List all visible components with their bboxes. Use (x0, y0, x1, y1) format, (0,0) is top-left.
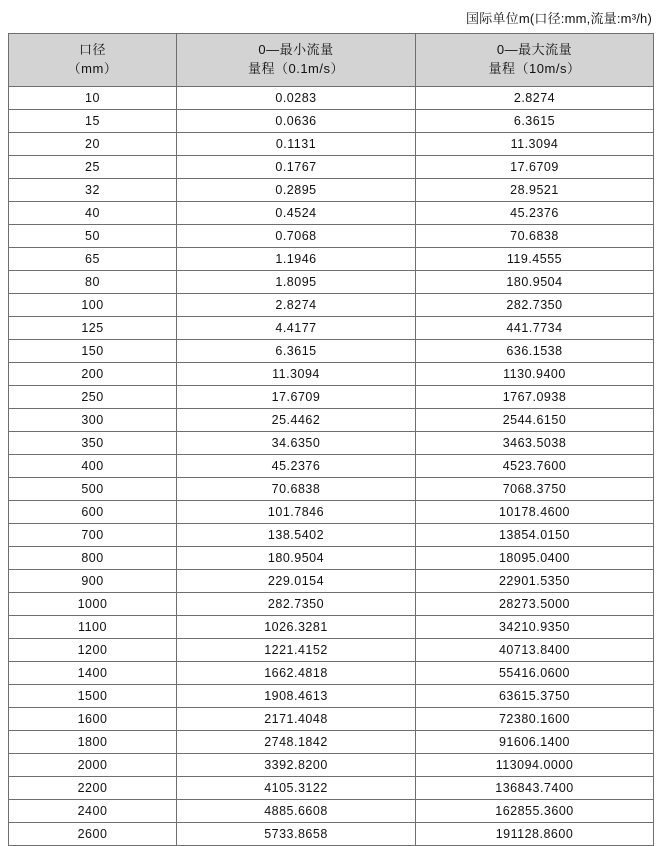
table-row (9, 822, 654, 845)
cell-diameter: 1000 (9, 592, 177, 615)
cell-diameter: 700 (9, 523, 177, 546)
cell-min-flow: 138.5402 (177, 523, 416, 546)
cell-diameter: 600 (9, 500, 177, 523)
cell-diameter: 2200 (9, 776, 177, 799)
table-row (9, 316, 654, 339)
table-row (9, 500, 654, 523)
table-row (9, 569, 654, 592)
cell-min-flow: 4885.6608 (177, 799, 416, 822)
column-header-diameter-line1: 口径 (78, 42, 106, 57)
cell-min-flow: 2748.1842 (177, 730, 416, 753)
cell-max-flow: 6.3615 (416, 109, 654, 132)
table-row (9, 799, 654, 822)
cell-max-flow: 180.9504 (416, 270, 654, 293)
cell-max-flow: 7068.3750 (416, 477, 654, 500)
cell-min-flow: 5733.8658 (177, 822, 416, 845)
column-header-max-flow (416, 34, 654, 87)
cell-diameter: 1200 (9, 638, 177, 661)
cell-min-flow: 2.8274 (177, 293, 416, 316)
cell-min-flow: 70.6838 (177, 477, 416, 500)
table-row (9, 477, 654, 500)
cell-min-flow: 1026.3281 (177, 615, 416, 638)
cell-diameter: 32 (9, 178, 177, 201)
cell-max-flow: 22901.5350 (416, 569, 654, 592)
cell-min-flow: 282.7350 (177, 592, 416, 615)
cell-min-flow: 229.0154 (177, 569, 416, 592)
cell-min-flow: 1.1946 (177, 247, 416, 270)
cell-max-flow: 10178.4600 (416, 500, 654, 523)
cell-min-flow: 0.1131 (177, 132, 416, 155)
cell-diameter: 125 (9, 316, 177, 339)
table-row (9, 155, 654, 178)
cell-min-flow: 101.7846 (177, 500, 416, 523)
cell-max-flow: 70.6838 (416, 224, 654, 247)
cell-max-flow: 4523.7600 (416, 454, 654, 477)
cell-diameter: 1600 (9, 707, 177, 730)
table-row (9, 638, 654, 661)
table-row (9, 201, 654, 224)
table-row (9, 661, 654, 684)
cell-max-flow: 40713.8400 (416, 638, 654, 661)
cell-max-flow: 191128.8600 (416, 822, 654, 845)
flow-range-table (8, 33, 654, 846)
table-row (9, 362, 654, 385)
cell-diameter: 50 (9, 224, 177, 247)
table-header (9, 34, 654, 87)
table-row (9, 385, 654, 408)
cell-diameter: 65 (9, 247, 177, 270)
table-row (9, 293, 654, 316)
cell-max-flow: 3463.5038 (416, 431, 654, 454)
cell-max-flow: 136843.7400 (416, 776, 654, 799)
cell-max-flow: 34210.9350 (416, 615, 654, 638)
table-row (9, 753, 654, 776)
cell-diameter: 1100 (9, 615, 177, 638)
cell-diameter: 15 (9, 109, 177, 132)
cell-max-flow: 441.7734 (416, 316, 654, 339)
cell-min-flow: 1221.4152 (177, 638, 416, 661)
cell-max-flow: 11.3094 (416, 132, 654, 155)
cell-min-flow: 11.3094 (177, 362, 416, 385)
cell-max-flow: 1767.0938 (416, 385, 654, 408)
cell-min-flow: 0.1767 (177, 155, 416, 178)
table-row (9, 523, 654, 546)
cell-min-flow: 17.6709 (177, 385, 416, 408)
cell-max-flow: 91606.1400 (416, 730, 654, 753)
cell-diameter: 150 (9, 339, 177, 362)
cell-diameter: 10 (9, 86, 177, 109)
table-row (9, 454, 654, 477)
cell-min-flow: 1908.4613 (177, 684, 416, 707)
table-row (9, 684, 654, 707)
cell-diameter: 400 (9, 454, 177, 477)
table-body (9, 86, 654, 845)
table-row (9, 776, 654, 799)
column-header-max-flow-line1: 0—最大流量 (496, 42, 573, 57)
cell-max-flow: 113094.0000 (416, 753, 654, 776)
cell-min-flow: 45.2376 (177, 454, 416, 477)
table-header-row (9, 34, 654, 87)
table-row (9, 546, 654, 569)
cell-diameter: 200 (9, 362, 177, 385)
unit-note: 国际单位m(口径:mm,流量:m³/h) (466, 11, 652, 26)
cell-diameter: 1800 (9, 730, 177, 753)
cell-min-flow: 3392.8200 (177, 753, 416, 776)
table-row (9, 224, 654, 247)
table-row (9, 615, 654, 638)
cell-diameter: 300 (9, 408, 177, 431)
cell-max-flow: 282.7350 (416, 293, 654, 316)
cell-diameter: 1400 (9, 661, 177, 684)
cell-min-flow: 0.0636 (177, 109, 416, 132)
column-header-diameter (9, 34, 177, 87)
cell-max-flow: 636.1538 (416, 339, 654, 362)
table-row (9, 339, 654, 362)
table-row (9, 592, 654, 615)
table-row (9, 132, 654, 155)
cell-max-flow: 28.9521 (416, 178, 654, 201)
cell-max-flow: 45.2376 (416, 201, 654, 224)
cell-max-flow: 55416.0600 (416, 661, 654, 684)
cell-min-flow: 0.2895 (177, 178, 416, 201)
cell-max-flow: 18095.0400 (416, 546, 654, 569)
cell-diameter: 40 (9, 201, 177, 224)
cell-diameter: 80 (9, 270, 177, 293)
cell-diameter: 2400 (9, 799, 177, 822)
cell-min-flow: 180.9504 (177, 546, 416, 569)
table-row (9, 86, 654, 109)
cell-max-flow: 28273.5000 (416, 592, 654, 615)
cell-diameter: 500 (9, 477, 177, 500)
cell-diameter: 20 (9, 132, 177, 155)
table-row (9, 270, 654, 293)
cell-diameter: 2600 (9, 822, 177, 845)
cell-diameter: 25 (9, 155, 177, 178)
cell-max-flow: 162855.3600 (416, 799, 654, 822)
column-header-max-flow-line2: 量程（10m/s） (488, 60, 581, 76)
table-row (9, 178, 654, 201)
table-row (9, 109, 654, 132)
cell-min-flow: 0.4524 (177, 201, 416, 224)
cell-diameter: 1500 (9, 684, 177, 707)
cell-min-flow: 25.4462 (177, 408, 416, 431)
cell-diameter: 250 (9, 385, 177, 408)
table-row (9, 431, 654, 454)
cell-min-flow: 0.7068 (177, 224, 416, 247)
cell-max-flow: 13854.0150 (416, 523, 654, 546)
cell-max-flow: 63615.3750 (416, 684, 654, 707)
cell-max-flow: 1130.9400 (416, 362, 654, 385)
cell-min-flow: 4105.3122 (177, 776, 416, 799)
cell-diameter: 350 (9, 431, 177, 454)
cell-diameter: 900 (9, 569, 177, 592)
cell-min-flow: 1.8095 (177, 270, 416, 293)
cell-min-flow: 34.6350 (177, 431, 416, 454)
cell-max-flow: 2544.6150 (416, 408, 654, 431)
cell-min-flow: 4.4177 (177, 316, 416, 339)
cell-max-flow: 72380.1600 (416, 707, 654, 730)
column-header-diameter-line2: （mm） (67, 60, 118, 76)
cell-max-flow: 2.8274 (416, 86, 654, 109)
cell-min-flow: 1662.4818 (177, 661, 416, 684)
cell-diameter: 100 (9, 293, 177, 316)
cell-max-flow: 119.4555 (416, 247, 654, 270)
table-row (9, 707, 654, 730)
cell-min-flow: 2171.4048 (177, 707, 416, 730)
cell-diameter: 2000 (9, 753, 177, 776)
table-row (9, 730, 654, 753)
table-row (9, 247, 654, 270)
column-header-min-flow-line2: 量程（0.1m/s） (247, 60, 344, 76)
column-header-min-flow (177, 34, 416, 87)
cell-diameter: 800 (9, 546, 177, 569)
cell-max-flow: 17.6709 (416, 155, 654, 178)
column-header-min-flow-line1: 0—最小流量 (258, 42, 334, 57)
cell-min-flow: 0.0283 (177, 86, 416, 109)
cell-min-flow: 6.3615 (177, 339, 416, 362)
table-row (9, 408, 654, 431)
